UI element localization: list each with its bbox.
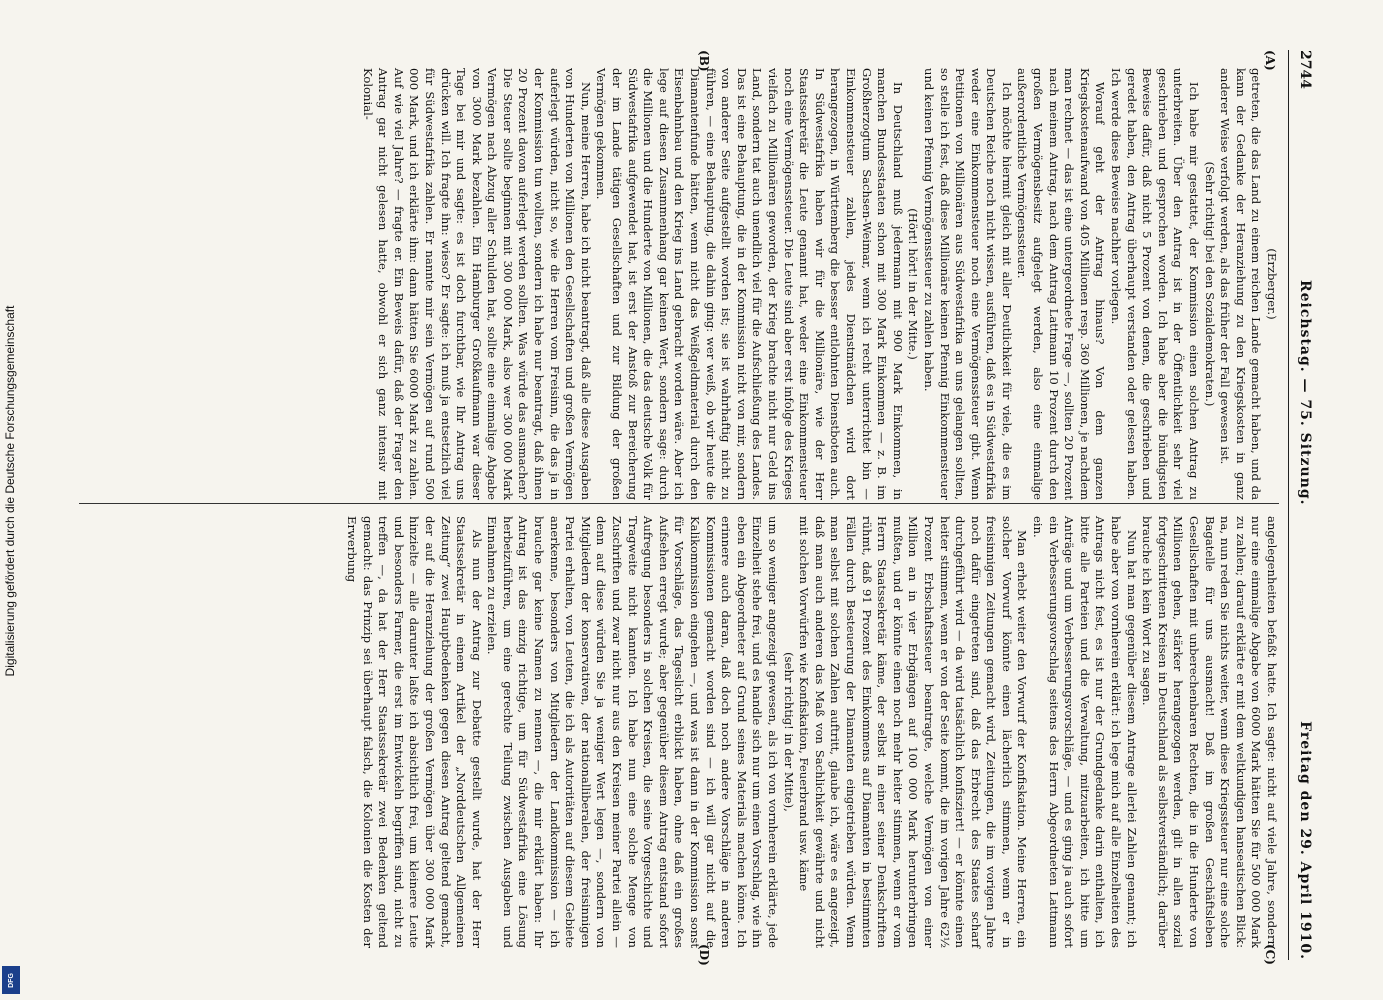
paragraph: Ich möchte hiermit gleich mit aller Deutlichkeit für viele, die es im Deutschen Reiche noch nicht wissen, ausführen, daß es in Südwestafrika weder eine Einkommensteuer noch eine Vermögenssteuer gibt. Wenn Petitionen von Millionären aus Südwestafrika an uns gelangen sollten, so stelle ich fest, daß diese Millionäre keinen Pfennig Einkommensteuer und keinen Pfennig Vermögenssteuer zu zahlen haben. (921, 68, 1014, 500)
right-column (343, 516, 1279, 948)
digitization-sidebar (0, 0, 22, 1000)
paragraph: (Erzberger.) (1265, 248, 1279, 320)
session-date: Freitag den 29. April 1910. (1297, 721, 1313, 960)
page-number: 2744 (1297, 50, 1313, 89)
margin-marker-b: (B) (697, 50, 711, 72)
paragraph: In Deutschland muß jedermann mit 900 Mark Einkommen, in manchen Bundesstaaten schon mit 300 Mark Einkommen — z. B. im Großherzogtum Sachsen-Weimar, wenn ich recht unterrichtet bin — Einkommensteuer zahlen, jedes Dienstmädchen wird dort herangezogen, in Württemberg die besser entlohnten Dienstboten auch. In Südwestafrika haben wir für die Millionäre, wie der Herr Staatssekretär die Leute genannt hat, weder eine Einkommensteuer noch eine Vermögenssteuer. Die Leute sind aber erst infolge des Krieges vielfach zu Millionären geworden, der Krieg brachte nicht nur Geld ins Land, sondern tat auch unendlich viel für die Aufschließung des Landes. Das ist eine Behauptung, die in der Kommission nicht von mir, sondern von anderer Seite aufgestellt worden ist; sie ist wahrhaftig nicht zu führen, — eine Behauptung, die dahin ging: wer weiß, ob wir heute die Diamantenfunde hätten, wenn nicht das Weißgeldmaterial durch den Eisenbahnbau und den Krieg ins Land gebracht worden wäre. Aber ich lege auf diesen Zusammenhang gar keinen Wert, sondern sage: durch die Millionen und die Hunderte von Millionen, die das deutsche Volk für Südwestafrika aufgewendet hat, ist erst der Anstoß zur Bereicherung der im Lande tätigen Gesellschaften und zur Bildung der großen Vermögen gekommen. (594, 68, 905, 500)
paragraph: Ich habe mir gestattet, der Kommission einen solchen Antrag zu unterbreiten. Über den Antrag ist in der Öffentlichkeit sehr viel geschrieben und gesprochen worden. Ich habe aber die bündigsten Beweise dafür, daß nicht 5 Prozent von denen, die geschrieben und geredet haben, den Antrag überhaupt verstanden oder gelesen haben. Ich werde diese Beweise nachher vorlegen. (1109, 68, 1202, 500)
margin-marker-c: (C) (1263, 944, 1277, 965)
paragraph: Worauf geht der Antrag hinaus? Von dem ganzen Kriegskostenaufwand von 405 Millionen resp. 360 Millionen, je nachdem man rechnet — das ist eine untergeordnete Frage —, sollten 20 Prozent nach meinem Antrag, nach dem Antrag Lattmann 10 Prozent durch den großen Vermögensbesitz aufgelegt werden, also eine einmalige außerordentliche Vermögenssteuer. (1015, 68, 1108, 500)
scanned-page (65, 50, 1315, 966)
paragraph: (sehr richtig! in der Mitte), (781, 652, 796, 812)
paragraph: (Hört! hört! in der Mitte.) (906, 208, 921, 360)
paragraph: um so weniger angezeigt gewesen, als ich von vornherein erklärte, jede Einzelheit stehe frei, und es handle sich nur um einen Vorschlag, wie ihn eben ein Abgeordneter auf Grund seines Materials machen könne. Ich erinnere auch daran, daß doch noch andere Vorschläge in anderen Kommissionen gemacht worden sind — ich will gar nicht auf die Kalikommission eingehen —, und was ist dann in der Kommission sonst für Vorschläge, das Tageslicht erblickt haben, ohne daß ein großes Aufsehen erregt wurde; aber gegenüber diesem Antrag entstand sofort Aufregung besonders in solchen Kreisen, die seine Vorgeschichte und Tragweite nicht kannten. Ich habe nun eine solche Menge von Zuschriften und zwar nicht nur aus den Kreisen meiner Partei allein — denn auf diese würden Sie ja weniger Wert legen —, sondern von Mitgliedern der konservativen, der nationalliberalen, der freisinnigen Partei erhalten, von Leuten, die ich als Autoritäten auf diesem Gebiete anerkenne, besonders von Mitgliedern der Landkommission — ich brauche gar keine Namen zu nennen —, die mir erklärt haben: Ihr Antrag ist das einzig richtige, um für Südwestafrika eine Lösung herbeizuführen, um eine gerechte Teilung zwischen Ausgaben und Einnahmen zu erzielen. (485, 516, 780, 948)
rotated-page-content (65, 50, 1315, 966)
session-title: Reichstag. — 75. Sitzung. (1297, 280, 1313, 506)
paragraph: Nun, meine Herren, habe ich nicht beantragt, daß alle diese Ausgaben von Hunderten von Millionen den Gesellschaften und großen Vermögen auferlegt würden, nicht so, wie die Herren vom Freisinn, die das ja in der Kommission tun wollten, sondern ich habe nur beantragt, daß ihnen 20 Prozent davon auferlegt werden sollten. Was würde das ausmachen? Die Steuer sollte beginnen mit 300 000 Mark, also wer 300 000 Mark Vermögen nach Abzug aller Schulden hat, sollte eine einmalige Abgabe von 3000 Mark bezahlen. Ein Hamburger Großkaufmann war dieser Tage bei mir und sagte: es ist doch furchtbar, wie Ihr Antrag uns drücken will. Ich fragte ihn: wieso? Er sagte: ich muß ja entsetzlich viel für Südwestafrika zahlen. Er nannte mir sein Vermögen auf rund 500 000 Mark, und ich erklärte ihm: dann hätten Sie 6000 Mark zu zahlen. Auf wie viel Jahre? — fragte er. Ein Beweis dafür, daß der Frager den Antrag gar nicht gelesen hatte, obwohl er sich ganz intensiv mit Kolonial- (360, 68, 593, 500)
left-column (359, 68, 1279, 500)
paragraph: Nun hat man gegenüber diesem Antrage allerlei Zahlen genannt; ich habe aber von vornherein erklärt: ich lege mich auf alle Einzelheiten des Antrags nicht fest, es ist nur der Grundgedanke darin enthalten, ich bitte alle Parteien und die Verwaltung, mitzuarbeiten, ich bitte um Anträge und um Verbesserungsvorschläge, — und es ging ja auch sofort ein Verbesserungsvorschlag seitens des Herrn Abgeordneten Lattmann ein. (1031, 516, 1139, 948)
paragraph: getreten, die das Land zu einem reichen Lande gemacht haben, und da kann der Gedanke der Heranziehung zu den Kriegskosten in ganz anderer Weise verfolgt werden, als das früher der Fall gewesen ist. (1218, 68, 1264, 500)
page-header (1288, 50, 1315, 960)
column-divider (79, 503, 1279, 504)
margin-marker-d: (D) (697, 944, 711, 966)
paragraph: Als nun der Antrag zur Debatte gestellt wurde, hat der Herr Staatssekretär in einem Artikel der „Norddeutschen Allgemeinen Zeitung“ zwei Hauptbedenken gegen diesen Antrag geltend gemacht, der auf die Heranziehung der großen Vermögen über 300 000 Mark hinzielte — alle darunter laßte ich absichtlich frei, um kleinere Leute und besonders Farmer, die erst im Entwickeln begriffen sind, nicht zu treffen —, da hat der Herr Staatssekretär zwei Bedenken geltend gemacht: das Prinzip sei überhaupt falsch, die Kolonien die Kosten der Erwerbung (344, 516, 484, 948)
paragraph: (Sehr richtig! bei den Sozialdemokraten.) (1202, 161, 1217, 407)
paragraph: Man erhebt weiter den Vorwurf der Konfiskation. Meine Herren, ein solcher Vorwurf könnte einen lächerlich stimmen, wenn er in freisinnigen Zeitungen gemacht wird, Zeitungen, die im vorigen Jahre noch dafür eingetreten sind, daß das Erbrecht des Staates scharf durchgeführt wird — da wird tatsächlich konfisziert! — er könnte einen heiter stimmen, wenn er von der Seite kommt, die im vorigen Jahre 62½ Prozent Erbschaftssteuer beantragte, welche Vermögen von einer Million an in vier Erbgängen auf 100 000 Mark herunterbringen mußten, und er könnte einen noch mehr heiter stimmen, wenn er vom Herrn Staatssekretär käme, der selbst in einer seiner Denkschriften rühmt, daß 91 Prozent des Einkommens auf Diamanten in bestimmten Fällen durch Besteuerung der Diamanten eingetrieben würden. Wenn man selbst mit solchen Zahlen auftritt, glaube ich, wäre es angezeigt, daß man auch anderen das Maß von Sachlichkeit gewährte und nicht mit solchen Vorwürfen wie Konfiskation, Feuerbrand usw. käme (797, 516, 1030, 948)
dfg-logo: DFG (2, 966, 20, 994)
digitization-credit: Digitalisierung gefördert durch die Deutsche Forschungsgemeinschaft (3, 305, 17, 677)
paragraph: angelegenheiten befaßt hatte. Ich sagte: nicht auf viele Jahre, sondern nur eine einmalige Abgabe von 6000 Mark hätten Sie für 500 000 Mark zu zahlen; darauf erklärte er mit dem weltkundigen hanseatischen Blick: na, nun reden Sie nichts weiter, wenn diese Kriegssteuer nur eine solche Bagatelle für uns ausmacht! Daß im großen Geschäftsleben Gesellschaften mit unberechenbaren Rechten, die in die Hunderte von Millionen gehen, stärker herangezogen werden, gilt in allen sozial fortgeschrittenen Kreisen in Deutschland als selbstverständlich; darüber brauche ich kein Wort zu sagen. (1140, 516, 1279, 948)
margin-marker-a: (A) (1263, 50, 1277, 71)
